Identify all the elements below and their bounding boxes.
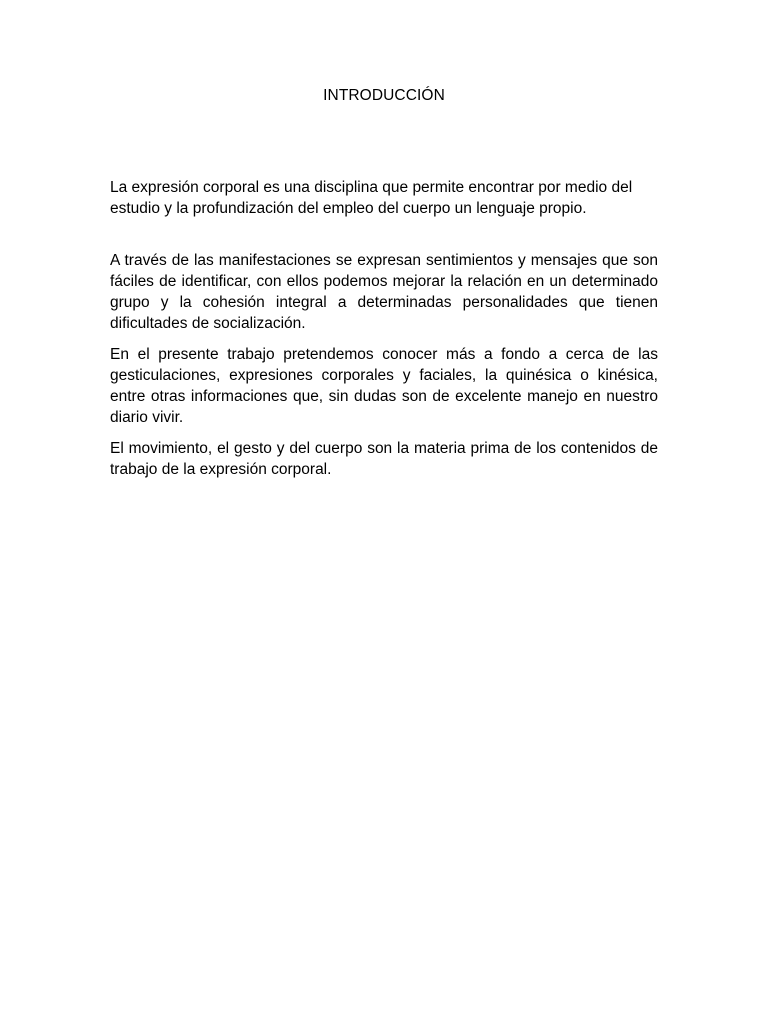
paragraph-3: En el presente trabajo pretendemos conocer más a fondo a cerca de las gesticulaciones, expresiones corporales y faciales, la quinésica o kinésica, entre otras informaciones que, sin dudas son de excelente manejo en nuestro diario vivir. [110, 346, 658, 426]
paragraph-2: A través de las manifestaciones se expresan sentimientos y mensajes que son fáciles de identificar, con ellos podemos mejorar la relación en un determinado grupo y la cohesión integral a determinadas personalidades que tienen dificultades de socialización. [110, 252, 658, 332]
paragraph-1: La expresión corporal es una disciplina que permite encontrar por medio del estudio y la profundización del empleo del cuerpo un lenguaje propio. [110, 179, 633, 217]
page-title: INTRODUCCIÓN [323, 87, 445, 104]
paragraph-4: El movimiento, el gesto y del cuerpo son la materia prima de los contenidos de trabajo de la expresión corporal. [110, 440, 658, 478]
document-body [110, 177, 658, 480]
